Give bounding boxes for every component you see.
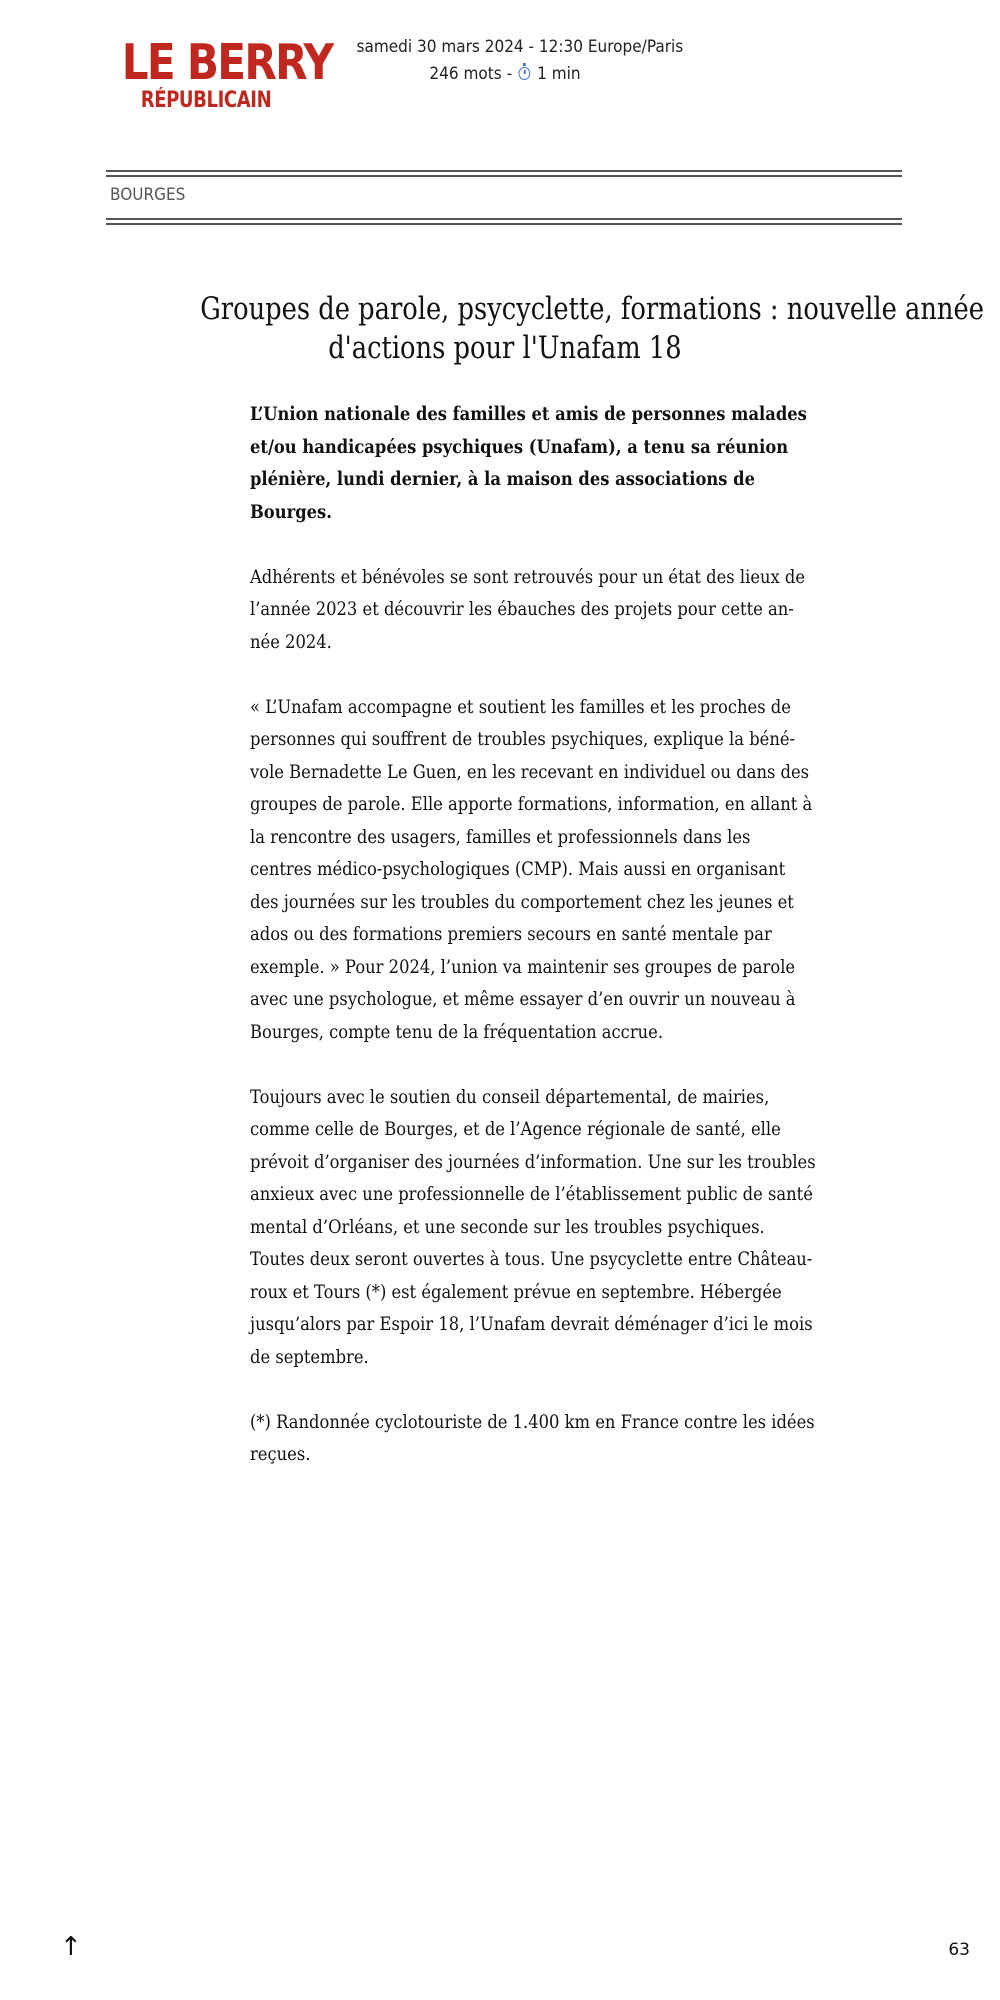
bottom-rule-1 — [106, 218, 902, 220]
paragraph-line: prévoit d’organiser des journées d’information. Une sur les troubles — [250, 1150, 816, 1173]
paragraph-line: anxieux avec une professionnelle de l’établissement public de santé — [250, 1183, 813, 1205]
logo-line-2: RÉPUBLICAIN — [140, 88, 272, 113]
paragraph-line: née 2024. — [250, 630, 332, 653]
article-paragraph — [250, 691, 813, 1049]
paragraph-line: jusqu’alors par Espoir 18, l’Unafam devrait déménager d’ici le mois — [250, 1313, 813, 1335]
title-line-2: d'actions pour l'Unafam 18 — [328, 330, 682, 366]
paragraph-line: avec une psychologue, et même essayer d’en ouvrir un nouveau à — [250, 988, 796, 1010]
reading-info — [357, 61, 654, 88]
paragraph-line: plénière, lundi dernier, à la maison des associations de — [250, 468, 755, 490]
paragraph-line: roux et Tours (*) est également prévue en septembre. Hébergée — [250, 1280, 782, 1303]
paragraph-line: Adhérents et bénévoles se sont retrouvés pour un état des lieux de — [250, 565, 806, 588]
paragraph-line: (*) Randonnée cyclotouriste de 1.400 km en France contre les idées — [250, 1410, 815, 1433]
article-lead — [250, 398, 807, 528]
paragraph-line: Bourges, compte tenu de la fréquentation accrue. — [250, 1020, 664, 1043]
publication-logo — [108, 34, 333, 120]
logo-line-1: LE BERRY — [121, 34, 333, 91]
paragraph-line: l’année 2023 et découvrir les ébauches des projets pour cette an- — [250, 598, 794, 620]
paragraph-line: groupes de parole. Elle apporte formations, information, en allant à — [250, 793, 813, 815]
stopwatch-icon — [519, 67, 531, 80]
title-line-1: Groupes de parole, psycyclette, formations : nouvelle année — [200, 291, 984, 327]
article-paragraph — [250, 1406, 815, 1471]
paragraph-line: comme celle de Bourges, et de l’Agence régionale de santé, elle — [250, 1118, 781, 1140]
top-rule-1 — [106, 170, 902, 172]
page-number: 63 — [948, 1940, 970, 1960]
top-rule-2 — [106, 175, 902, 177]
word-count: 246 mots - — [429, 64, 517, 84]
section-label: BOURGES — [110, 185, 186, 205]
article-body — [250, 398, 816, 1503]
article-title — [120, 290, 984, 368]
paragraph-line: reçues. — [250, 1443, 311, 1465]
paragraph-line: la rencontre des usagers, familles et professionnels dans les — [250, 825, 751, 848]
paragraph-line: vole Bernadette Le Guen, en les recevant en individuel ou dans des — [250, 760, 810, 783]
paragraph-line: des journées sur les troubles du comportement chez les jeunes et — [250, 890, 794, 913]
paragraph-line: L’Union nationale des familles et amis de personnes malades — [250, 403, 807, 425]
article-paragraph — [250, 1081, 816, 1374]
paragraph-line: de septembre. — [250, 1345, 369, 1368]
paragraph-line: « L’Unafam accompagne et soutient les familles et les proches de — [250, 695, 791, 718]
article-meta — [340, 34, 684, 88]
paragraph-line: exemple. » Pour 2024, l’union va maintenir ses groupes de parole — [250, 955, 796, 978]
bottom-rule-2 — [106, 223, 902, 225]
paragraph-line: Bourges. — [250, 500, 332, 523]
paragraph-line: personnes qui souffrent de troubles psychiques, explique la béné- — [250, 728, 796, 750]
paragraph-line: mental d’Orléans, et une seconde sur les troubles psychiques. — [250, 1215, 765, 1238]
paragraph-line: ados ou des formations premiers secours en santé mentale par — [250, 923, 772, 945]
paragraph-line: Toujours avec le soutien du conseil départemental, de mairies, — [250, 1085, 770, 1108]
read-time: 1 min — [532, 64, 581, 84]
paragraph-line: Toutes deux seront ouvertes à tous. Une psycyclette entre Château- — [250, 1248, 813, 1270]
arrow-up-icon[interactable]: ↑ — [60, 1932, 82, 1962]
paragraph-line: et/ou handicapées psychiques (Unafam), a tenu sa réunion — [250, 435, 789, 458]
publication-datetime: samedi 30 mars 2024 - 12:30 Europe/Paris — [356, 37, 684, 57]
paragraph-line: centres médico-psychologiques (CMP). Mais aussi en organisant — [250, 858, 786, 880]
article-paragraph — [250, 561, 806, 659]
